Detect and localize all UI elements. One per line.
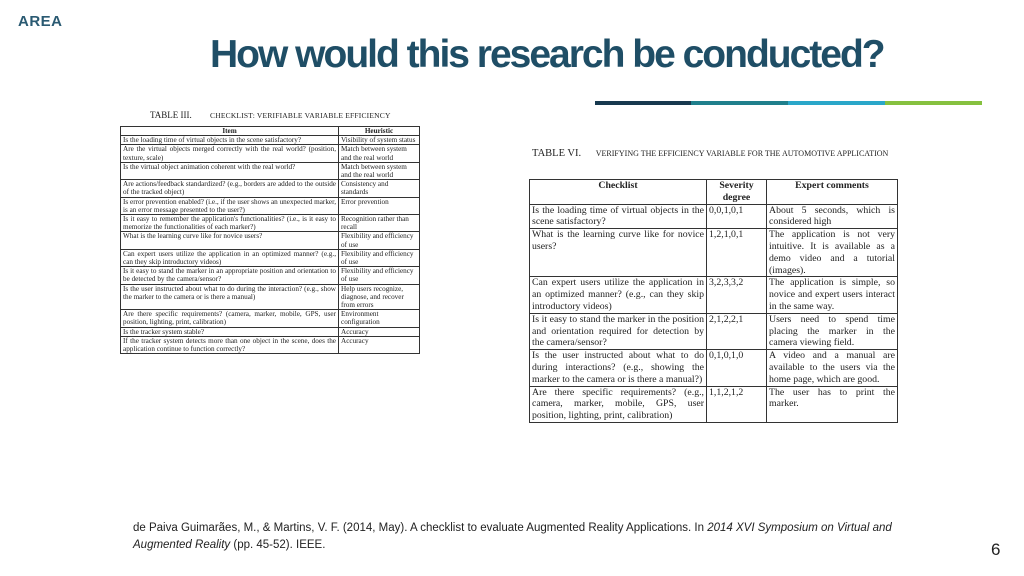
table3-checklist [120, 126, 420, 354]
table3-cell: Is it easy to stand the marker in an appropriate position and orientation to be detected by the camera/sensor? [121, 267, 339, 284]
table3-cell: Are the virtual objects merged correctly with the real world? (position, texture, scale) [121, 145, 339, 162]
table3-cell: Is error prevention enabled? (i.e., if the user shows an unexpected marker, is an error message presented to the user?) [121, 197, 339, 214]
table3-row [121, 327, 420, 336]
table3-row [121, 232, 420, 249]
table3-row [121, 249, 420, 266]
table3-cell: Flexibility and efficiency of use [339, 249, 420, 266]
table6-cell: Is the loading time of virtual objects in the scene satisfactory? [530, 204, 707, 229]
table6-cell: 3,2,3,3,2 [707, 277, 767, 313]
table6-cell: What is the learning curve like for novice users? [530, 229, 707, 277]
table3-row [121, 145, 420, 162]
table3-cell: Match between system and the real world [339, 162, 420, 179]
table3-cell: If the tracker system detects more than one object in the scene, does the application continue to function correctly? [121, 336, 339, 353]
table3-row [121, 180, 420, 197]
reference-text: de Paiva Guimarães, M., & Martins, V. F. (2014, May). A checklist to evaluate Augmented Reality Applications. In [133, 522, 708, 534]
table6-row [530, 350, 898, 386]
table3-row [121, 215, 420, 232]
table3-cell: Is it easy to remember the application's functionalities? (i.e., is it easy to memorize the functionalities of each marker?) [121, 215, 339, 232]
table6-caption [532, 148, 902, 159]
table6-cell: The application is not very intuitive. It is available as a demo video and a tutorial (images). [767, 229, 898, 277]
table3-caption-label: TABLE III. [150, 110, 192, 120]
table3-header-row [121, 127, 420, 136]
table6-caption-label: TABLE VI. [532, 148, 582, 159]
table6-cell: Can expert users utilize the application in an optimized manner? (e.g., can they skip introductory videos) [530, 277, 707, 313]
table6-cell: Is it easy to stand the marker in the position and orientation required for detection by the camera/sensor? [530, 313, 707, 349]
table6-efficiency [529, 179, 898, 423]
table3-cell: Is the user instructed about what to do during the interaction? (e.g., show the marker to the camera or is there a manual) [121, 284, 339, 310]
table6-cell: Users need to spend time placing the marker in the camera viewing field. [767, 313, 898, 349]
table3-row [121, 336, 420, 353]
table3-caption [150, 110, 391, 120]
accent-segment-2 [691, 101, 788, 105]
table6-body [530, 204, 898, 422]
table6-cell: 1,2,1,0,1 [707, 229, 767, 277]
page-number: 6 [991, 540, 1001, 559]
table3-cell: Consistency and standards [339, 180, 420, 197]
table3-row [121, 162, 420, 179]
table6-row [530, 386, 898, 422]
table3-cell: Is the tracker system stable? [121, 327, 339, 336]
table6-cell: 1,1,2,1,2 [707, 386, 767, 422]
table6-header-row [530, 180, 898, 205]
table3-cell: Accuracy [339, 327, 420, 336]
table6-cell: Is the user instructed about what to do during interactions? (e.g., showing the marker to the camera or is there a manual?) [530, 350, 707, 386]
table6-header-checklist: Checklist [530, 180, 707, 205]
table6-header-comments: Expert comments [767, 180, 898, 205]
table3-row [121, 267, 420, 284]
table3-header-item: Item [121, 127, 339, 136]
table6-cell: 0,1,0,1,0 [707, 350, 767, 386]
reference-citation [133, 520, 893, 554]
table3-cell: Recognition rather than recall [339, 215, 420, 232]
table3-cell: Visibility of system status [339, 136, 420, 145]
table3-row [121, 284, 420, 310]
table3-cell: Accuracy [339, 336, 420, 353]
table3-cell: Error prevention [339, 197, 420, 214]
accent-segment-4 [885, 101, 982, 105]
table6-cell: 0,0,1,0,1 [707, 204, 767, 229]
table3-cell: Is the virtual object animation coherent with the real world? [121, 162, 339, 179]
table3-cell: Environment configuration [339, 310, 420, 327]
table3-cell: Flexibility and efficiency of use [339, 232, 420, 249]
table3-cell: Match between system and the real world [339, 145, 420, 162]
accent-segment-3 [788, 101, 885, 105]
table6-row [530, 204, 898, 229]
table6-row [530, 277, 898, 313]
table6-cell: The application is simple, so novice and expert users interact in the same way. [767, 277, 898, 313]
table3-row [121, 310, 420, 327]
area-logo: AREA [18, 13, 63, 30]
table6-cell: Are there specific requirements? (e.g., camera, marker, mobile, GPS, user position, lighting, print, calibration) [530, 386, 707, 422]
accent-segment-1 [595, 101, 691, 105]
table3-cell: Can expert users utilize the application in an optimized manner? (e.g., can they skip introductory videos) [121, 249, 339, 266]
table3-header-heuristic: Heuristic [339, 127, 420, 136]
slide-title: How would this research be conducted? [210, 33, 884, 76]
table3-cell: Help users recognize, diagnose, and recover from errors [339, 284, 420, 310]
table3-row [121, 197, 420, 214]
table6-row [530, 313, 898, 349]
table6-row [530, 229, 898, 277]
table3-cell: Is the loading time of virtual objects in the scene satisfactory? [121, 136, 339, 145]
reference-pages: (pp. 45-52). IEEE. [230, 539, 326, 551]
table3-cell: Are actions/feedback standardized? (e.g., borders are added to the outside of the tracked object) [121, 180, 339, 197]
table6-header-severity: Severity degree [707, 180, 767, 205]
reference-venue: 2014 XVI Symposium on Virtual and Augmented Reality [133, 522, 892, 551]
table3-cell: Flexibility and efficiency of use [339, 267, 420, 284]
table6-caption-text: VERIFYING THE EFFICIENCY VARIABLE FOR THE AUTOMOTIVE APPLICATION [595, 149, 889, 158]
table3-cell: Are there specific requirements? (camera, marker, mobile, GPS, user position, lighting, print, calibration) [121, 310, 339, 327]
table3-caption-text: CHECKLIST: VERIFIABLE VARIABLE EFFICIENCY [210, 111, 391, 120]
table3-body [121, 136, 420, 354]
table3-cell: What is the learning curve like for novice users? [121, 232, 339, 249]
table6-cell: 2,1,2,2,1 [707, 313, 767, 349]
table3-row [121, 136, 420, 145]
table6-cell: About 5 seconds, which is considered high [767, 204, 898, 229]
table6-cell: The user has to print the marker. [767, 386, 898, 422]
table6-cell: A video and a manual are available to the users via the home page, which are good. [767, 350, 898, 386]
